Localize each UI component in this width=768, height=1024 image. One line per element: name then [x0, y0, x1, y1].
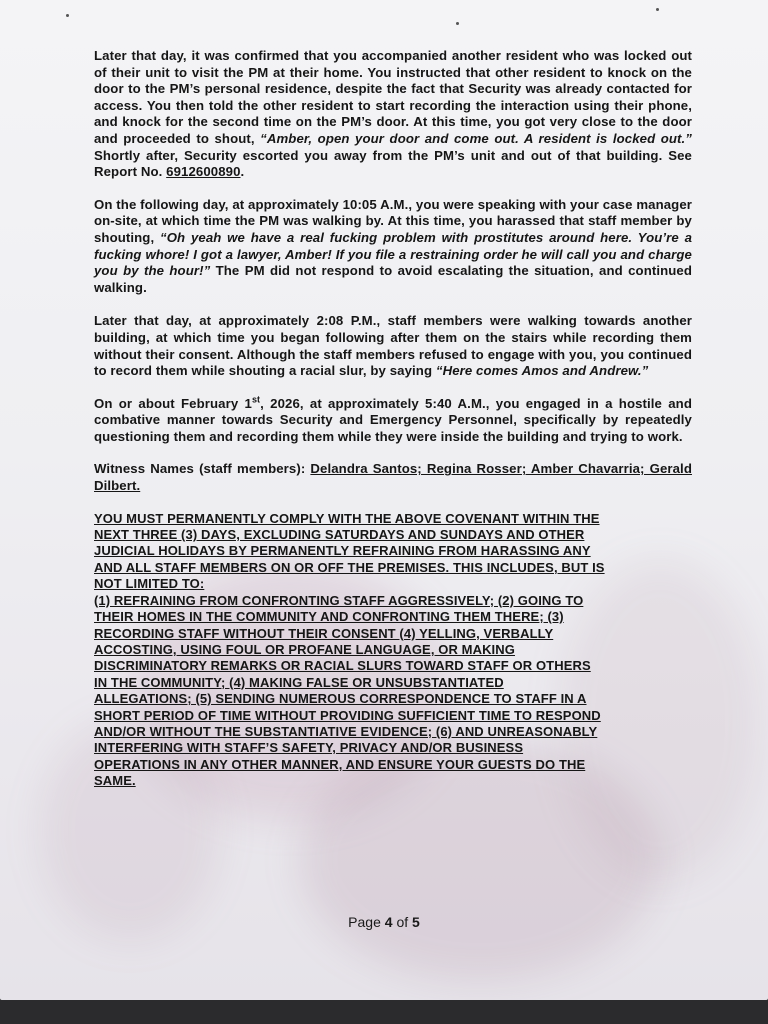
body-paragraph [94, 396, 692, 446]
notice-line: ALLEGATIONS; (5) SENDING NUMEROUS CORRESPONDENCE TO STAFF IN A [94, 691, 587, 707]
notice-line: DISCRIMINATORY REMARKS OR RACIAL SLURS TOWARD STAFF OR OTHERS [94, 658, 591, 674]
page-of-label: of [396, 914, 409, 930]
notice-line: IN THE COMMUNITY; (4) MAKING FALSE OR UNSUBSTANTIATED [94, 674, 504, 690]
compliance-notice [94, 511, 692, 790]
body-paragraph [94, 313, 692, 379]
paragraph-text: . [240, 164, 245, 180]
paragraph-text: On the following day, at approximately 10:05 A.M., you were speaking with your case manager on-site, at which time the PM was walking by. At this time, you harassed that staff member by shouting, [94, 196, 692, 245]
page-label: Page [348, 914, 381, 930]
paragraph-text: Later that day, at approximately 2:08 P.M., staff members were walking towards another building, at which time you began following after them on the stairs while recording them without their consent. Although the staff members refused to engage with you, you continued to record them while shouting a racial slur, by saying [94, 313, 692, 379]
paper-speck [456, 22, 459, 25]
notice-line: JUDICIAL HOLIDAYS BY PERMANENTLY REFRAINING FROM HARASSING ANY [94, 543, 591, 559]
paragraph-list [94, 48, 692, 495]
paragraph-text: Later that day, it was confirmed that you accompanied another resident who was locked out of their unit to visit the PM at their home. You instructed that other resident to knock on the door to the PM’s personal residence, despite the fact that Security was already contacted for access. You then told the other resident to start recording the interaction using their phone, and knock for the second time on the PM’s door. At this time, you got very close to the door and proceeded to shout, [94, 48, 692, 146]
paragraph-text: The PM did not respond to avoid escalating the situation, and continued walking. [94, 263, 693, 295]
notice-line: YOU MUST PERMANENTLY COMPLY WITH THE ABOVE COVENANT WITHIN THE [94, 510, 600, 526]
body-paragraph [94, 48, 692, 181]
paragraph-text: Shortly after, Security escorted you away from the PM’s unit and out of that building. See Report No. [94, 147, 692, 180]
paragraph-text: On or about February 1 [94, 395, 252, 411]
quoted-text: “Here comes Amos and Andrew.” [435, 363, 649, 379]
paragraph-text: st [251, 394, 261, 405]
quoted-text: “Oh yeah we have a real fucking problem with prostitutes around here. You’re a fucking whore! I got a lawyer, Amber! If you file a restraining order he will call you and charge you by the hour!” [94, 229, 693, 279]
notice-line: AND ALL STAFF MEMBERS ON OR OFF THE PREMISES. THIS INCLUDES, BUT IS [94, 559, 605, 575]
notice-line: SAME. [94, 773, 136, 789]
notice-line: RECORDING STAFF WITHOUT THEIR CONSENT (4) YELLING, VERBALLY [94, 625, 554, 641]
document-body [94, 48, 692, 790]
notice-line: SHORT PERIOD OF TIME WITHOUT PROVIDING SUFFICIENT TIME TO RESPOND [94, 707, 601, 723]
notice-line: ACCOSTING, USING FOUL OR PROFANE LANGUAGE, OR MAKING [94, 641, 515, 657]
page-total: 5 [412, 914, 420, 930]
quoted-text: “Amber, open your door and come out. A resident is locked out.” [260, 130, 692, 146]
notice-line: OPERATIONS IN ANY OTHER MANNER, AND ENSURE YOUR GUESTS DO THE [94, 756, 586, 772]
paper-speck [66, 14, 69, 17]
page-current: 4 [384, 914, 393, 930]
paragraph-text: Witness Names (staff members): [94, 461, 311, 477]
paragraph-text: , 2026, at approximately 5:40 A.M., you engaged in a hostile and combative manner towards Security and Emergency Personnel, specifically by repeatedly questioning them and recording them while they were inside the building and trying to work. [94, 395, 692, 444]
notice-line: INTERFERING WITH STAFF’S SAFETY, PRIVACY AND/OR BUSINESS [94, 740, 524, 756]
notice-line: (1) REFRAINING FROM CONFRONTING STAFF AGGRESSIVELY; (2) GOING TO [94, 592, 584, 608]
notice-line: NOT LIMITED TO: [94, 576, 205, 592]
page-footer [0, 914, 768, 930]
paper-speck [656, 8, 659, 11]
background-surface [0, 1000, 768, 1024]
notice-line: THEIR HOMES IN THE COMMUNITY AND CONFRONTING THEM THERE; (3) [94, 609, 564, 625]
underlined-text: Delandra Santos; Regina Rosser; Amber Chavarria; Gerald Dilbert. [94, 461, 692, 494]
body-paragraph [94, 197, 692, 297]
notice-line: NEXT THREE (3) DAYS, EXCLUDING SATURDAYS AND SUNDAYS AND OTHER [94, 527, 585, 543]
body-paragraph [94, 461, 692, 494]
notice-line: AND/OR WITHOUT THE SUBSTANTIATIVE EVIDENCE; (6) AND UNREASONABLY [94, 723, 598, 739]
underlined-text: 6912600890 [166, 164, 241, 180]
